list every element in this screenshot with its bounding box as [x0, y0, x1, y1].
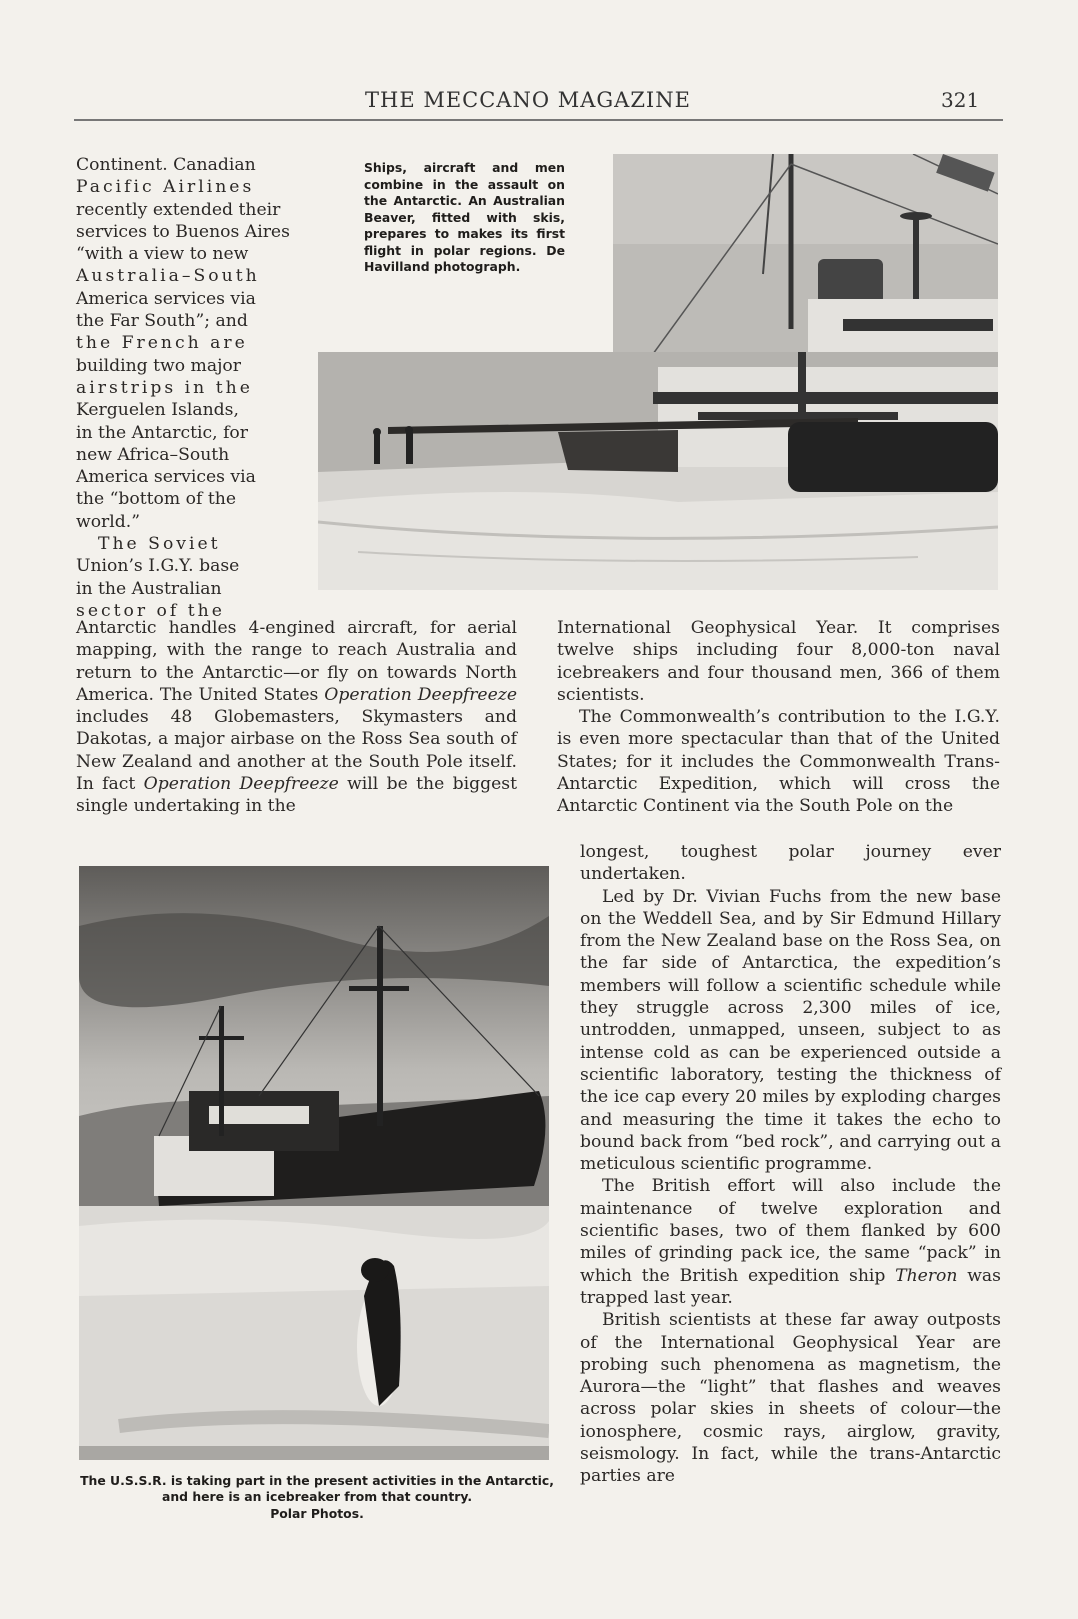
- running-head: THE MECCANO MAGAZINE: [365, 88, 691, 112]
- paragraph: [76, 617, 517, 818]
- paragraph: Led by Dr. Vivian Fuchs from the new base on the Weddell Sea, and by Sir Edmund Hillary from the New Zealand base on the Ross Sea, on the far side of Antarctica, the expedition’s members will follow a scientific schedule while they struggle across 2,300 miles of ice, untrodden, unmapped, unseen, subject to as intense cold as can be experienced outside a scientific laboratory, testing the thickness of the ice cap every 20 miles by exploding charges and measuring the time it takes the echo to bound back from “bed rock”, and carrying out a meticulous scientific programme.: [580, 886, 1001, 1175]
- text-line: recently extended their: [76, 199, 281, 220]
- text-line: world.”: [76, 511, 141, 532]
- text-line: the French are: [76, 333, 248, 354]
- text-run-italic: Operation Deepfreeze: [324, 684, 517, 705]
- caption-text: The U.S.S.R. is taking part in the present activities in the Antarctic, and here is an icebreaker from that country.: [80, 1473, 554, 1505]
- caption-top-photo: Ships, aircraft and men combine in the assault on the Antarctic. An Australian Beaver, fitted with skis, prepares to makes its first flight in polar regions. De Havilland photograph.: [364, 160, 565, 274]
- body-column-left-top: [76, 154, 314, 622]
- text-line: in the Australian: [76, 578, 222, 599]
- photo-icebreaker-penguin: [79, 866, 549, 1460]
- text-line: Continent. Canadian: [76, 155, 256, 175]
- paragraph: longest, toughest polar journey ever undertaken.: [580, 842, 1001, 885]
- text-run: Antarctic handles 4-engined aircraft, for aerial mapping, with the range to reach Australia and return to the Antarctic—or fly on towards North America. The United States: [76, 618, 517, 705]
- text-run: was trapped last year.: [580, 1265, 1001, 1308]
- body-column-right-lower: [580, 841, 1001, 1488]
- text-line: the “bottom of the: [76, 489, 236, 510]
- photo-ship-aircraft-lower: [318, 352, 998, 590]
- text-run: includes 48 Globemasters, Skymasters and Dakotas, a major airbase on the Ross Sea south of New Zealand and another at the South Pole itself. In fact: [76, 707, 517, 795]
- paragraph: [580, 1175, 1001, 1309]
- text-run-italic: Operation Deepfreeze: [143, 774, 339, 795]
- text-line: America services via: [76, 288, 256, 309]
- text-line: new Africa–South: [76, 444, 230, 465]
- text-line: building two major: [76, 355, 241, 376]
- text-line: Kerguelen Islands,: [76, 400, 239, 421]
- caption-bottom-photo: [76, 1473, 558, 1522]
- text-line: airstrips in the: [76, 377, 253, 398]
- caption-credit: Polar Photos.: [270, 1505, 364, 1521]
- body-column-right-upper: [557, 617, 1000, 818]
- paragraph: The Commonwealth’s contribution to the I.G.Y. is even more spectacular than that of the United States; for it includes the Commonwealth Trans-Antarctic Expedition, which will cross the Antarctic Continent via the South Pole on the: [557, 707, 1000, 817]
- text-line: in the Antarctic, for: [76, 422, 249, 443]
- text-line: Pacific Airlines: [76, 177, 255, 198]
- text-run: will be the biggest single undertaking in the: [76, 774, 517, 817]
- body-column-left-middle: [76, 617, 517, 818]
- text-line: “with a view to new: [76, 244, 249, 265]
- page-number: 321: [941, 88, 980, 112]
- photo-ship-aircraft-upper: [613, 154, 998, 354]
- header-rule: [74, 119, 1003, 121]
- text-line: sector of the: [76, 600, 225, 621]
- text-line: America services via: [76, 467, 256, 488]
- text-run: The British effort will also include the maintenance of twelve exploration and scientific bases, two of them flanked by 600 miles of grinding pack ice, the same “pack” in which the British expedition ship: [580, 1176, 1001, 1286]
- text-line: services to Buenos Aires: [76, 221, 290, 242]
- paragraph: International Geophysical Year. It comprises twelve ships including four 8,000-ton naval icebreakers and four thousand men, 366 of them scientists.: [557, 618, 1000, 705]
- text-run-italic: Theron: [895, 1265, 958, 1286]
- paragraph: British scientists at these far away outposts of the International Geophysical Year are probing such phenomena as magnetism, the Aurora—the “light” that flashes and weaves across polar skies in sheets of colour—the ionosphere, cosmic rays, airglow, gravity, seismology. In fact, while the trans-Antarctic parties are: [580, 1310, 1001, 1487]
- text-line: Union’s I.G.Y. base: [76, 556, 240, 577]
- text-line: the Far South”; and: [76, 311, 248, 332]
- text-line: The Soviet: [98, 534, 221, 555]
- text-line: Australia–South: [76, 266, 260, 287]
